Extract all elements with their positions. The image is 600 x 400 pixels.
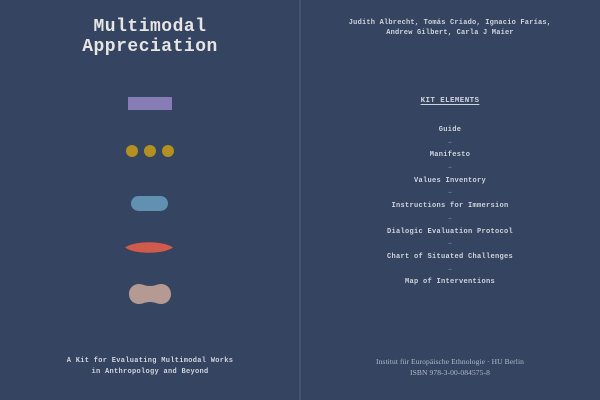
- kit-item-manifesto: Manifesto: [429, 151, 471, 160]
- kit-item-values-inventory: Values Inventory: [413, 176, 486, 185]
- kit-item-separator: –: [447, 240, 453, 249]
- cover-title: [0, 17, 300, 57]
- kit-item-separator: –: [447, 214, 453, 223]
- kit-item-separator: –: [447, 138, 453, 147]
- kit-item-guide: Guide: [438, 126, 462, 134]
- cover-title-line-2: Appreciation: [82, 37, 218, 57]
- kit-item-chart-challenges: Chart of Situated Challenges: [386, 252, 514, 261]
- cover-subtitle-line-1: A Kit for Evaluating Multimodal Works: [66, 357, 234, 365]
- kit-item-separator: –: [447, 164, 453, 173]
- bone-icon: [128, 283, 172, 305]
- cover-subtitle: [0, 356, 300, 378]
- kit-item-instructions: Instructions for Immersion: [391, 202, 509, 211]
- kit-item-dialogic-protocol: Dialogic Evaluation Protocol: [386, 227, 514, 236]
- imprint-isbn-line: ISBN 978-3-00-084575-8: [410, 368, 490, 377]
- dot-icon: [162, 145, 174, 157]
- authors-line-1: Judith Albrecht, Tomás Criado, Ignacio Farías,: [348, 19, 552, 27]
- purple-bar-icon: [128, 97, 172, 110]
- dot-icon: [126, 145, 138, 157]
- kit-elements-heading: KIT ELEMENTS: [420, 97, 480, 105]
- bone-path: [129, 284, 171, 304]
- imprint: [300, 356, 600, 378]
- kit-item-map-interventions: Map of Interventions: [404, 278, 495, 287]
- teal-pill-icon: [131, 196, 168, 211]
- dot-icon: [144, 145, 156, 157]
- cover-subtitle-line-2: in Anthropology and Beyond: [91, 368, 209, 376]
- red-lens-path: [125, 242, 173, 253]
- kit-elements-list: [300, 124, 600, 289]
- authors-list: [300, 18, 600, 38]
- cover-title-line-1: Multimodal: [93, 17, 207, 37]
- kit-item-separator: –: [447, 189, 453, 198]
- authors-line-2: Andrew Gilbert, Carla J Maier: [386, 29, 514, 37]
- three-dots-icon: [126, 145, 174, 157]
- red-lens-icon: [125, 240, 173, 255]
- kit-item-separator: –: [447, 265, 453, 274]
- imprint-institute-line: Institut für Europäische Ethnologie · HU Berlin: [375, 357, 524, 366]
